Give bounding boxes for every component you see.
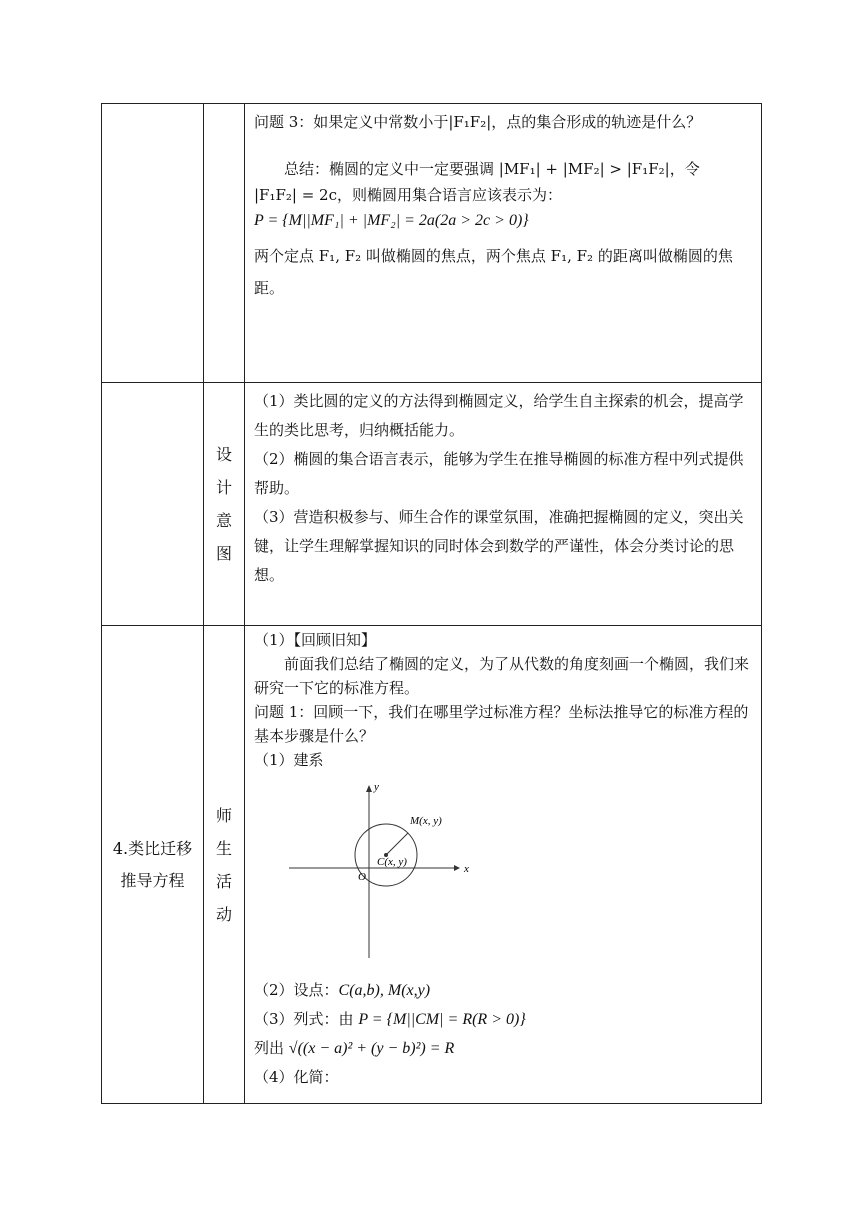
y-axis-arrow: [366, 785, 372, 792]
step-2: [254, 976, 753, 1005]
label-char: 师: [215, 805, 232, 825]
step-3: [254, 1005, 753, 1034]
summary-line-2: |F₁F₂| = 2c，则椭圆用集合语言应该表示为：: [254, 186, 562, 204]
row-design-intent: [102, 383, 762, 626]
label-char: 图: [215, 544, 232, 563]
section-cell-empty: [102, 104, 204, 383]
x-axis-arrow: [454, 865, 460, 871]
circle-coordinate-diagram: [284, 780, 484, 970]
set-expression: P = {M||MF₁| + |MF₂| = 2a(2a > 2c > 0)}: [254, 212, 529, 229]
x-axis-label: x: [464, 863, 469, 875]
content-cell-intent: [245, 383, 762, 626]
content-cell-derivation: [245, 626, 762, 1104]
step-3b-prefix: 列出: [254, 1039, 289, 1057]
section-title-line-1: 4.类比迁移: [112, 838, 193, 858]
label-char: 动: [215, 904, 232, 924]
step-3b-math: √((x − a)² + (y − b)²) = R: [288, 1040, 455, 1057]
section-title-cell: [102, 626, 204, 1104]
label-char: 设: [215, 445, 232, 464]
label-char: 生: [215, 838, 232, 858]
point-c-label: C(x, y): [377, 856, 407, 868]
y-axis-label: y: [374, 781, 379, 793]
intent-1: （1）类比圆的定义的方法得到椭圆定义，给学生自主探索的机会，提高学生的类比思考，归纳概括能力。: [254, 392, 744, 439]
label-teacher-student-activity: [204, 626, 245, 1104]
review-heading: （1）【回顾旧知】: [254, 631, 377, 649]
step-3-prefix: （3）列式：由: [254, 1010, 359, 1028]
label-design-intent: [204, 383, 245, 626]
step-4: （4）化简：: [254, 1068, 339, 1086]
row-analogy-transfer: [102, 626, 762, 1104]
intent-2: （2）椭圆的集合语言表示，能够为学生在推导椭圆的标准方程中列式提供帮助。: [254, 450, 744, 497]
label-char: 意: [215, 511, 232, 530]
step-2-prefix: （2）设点：: [254, 981, 339, 999]
label-char: 计: [215, 478, 232, 497]
label-char: 活: [215, 871, 232, 891]
step-3b: [254, 1034, 753, 1063]
lesson-plan-table: [101, 103, 762, 1104]
intent-3: （3）营造积极参与、师生合作的课堂氛围，准确把握椭圆的定义，突出关键，让学生理解掌握知识的同时体会到数学的严谨性，体会分类讨论的思想。: [254, 508, 744, 584]
row-definition-summary: [102, 104, 762, 383]
section-cell-empty-2: [102, 383, 204, 626]
origin-label: O: [358, 871, 366, 883]
section-title-line-2: 推导方程: [120, 870, 185, 890]
point-m-label: M(x, y): [410, 815, 442, 827]
radius-line: [386, 833, 408, 855]
review-text: 前面我们总结了椭圆的定义，为了从代数的角度刻画一个椭圆，我们来研究一下它的标准方程。: [254, 655, 750, 697]
foci-text: 两个定点 F₁, F₂ 叫做椭圆的焦点，两个焦点 F₁, F₂ 的距离叫做椭圆的焦距。: [254, 247, 733, 297]
question-3: 问题 3：如果定义中常数小于|F₁F₂|，点的集合形成的轨迹是什么？: [254, 113, 702, 131]
step-1: （1）建系: [254, 751, 324, 769]
question-1: 问题 1：回顾一下，我们在哪里学过标准方程？坐标法推导它的标准方程的基本步骤是什么？: [254, 703, 749, 745]
step-3-math: P = {M||CM| = R(R > 0)}: [358, 1011, 526, 1028]
summary-line-1: 总结：椭圆的定义中一定要强调 |MF₁| + |MF₂| > |F₁F₂|，令: [284, 160, 700, 178]
content-cell-definition: [245, 104, 762, 383]
label-cell-empty: [204, 104, 245, 383]
step-2-math: C(a,b), M(x,y): [338, 982, 431, 999]
